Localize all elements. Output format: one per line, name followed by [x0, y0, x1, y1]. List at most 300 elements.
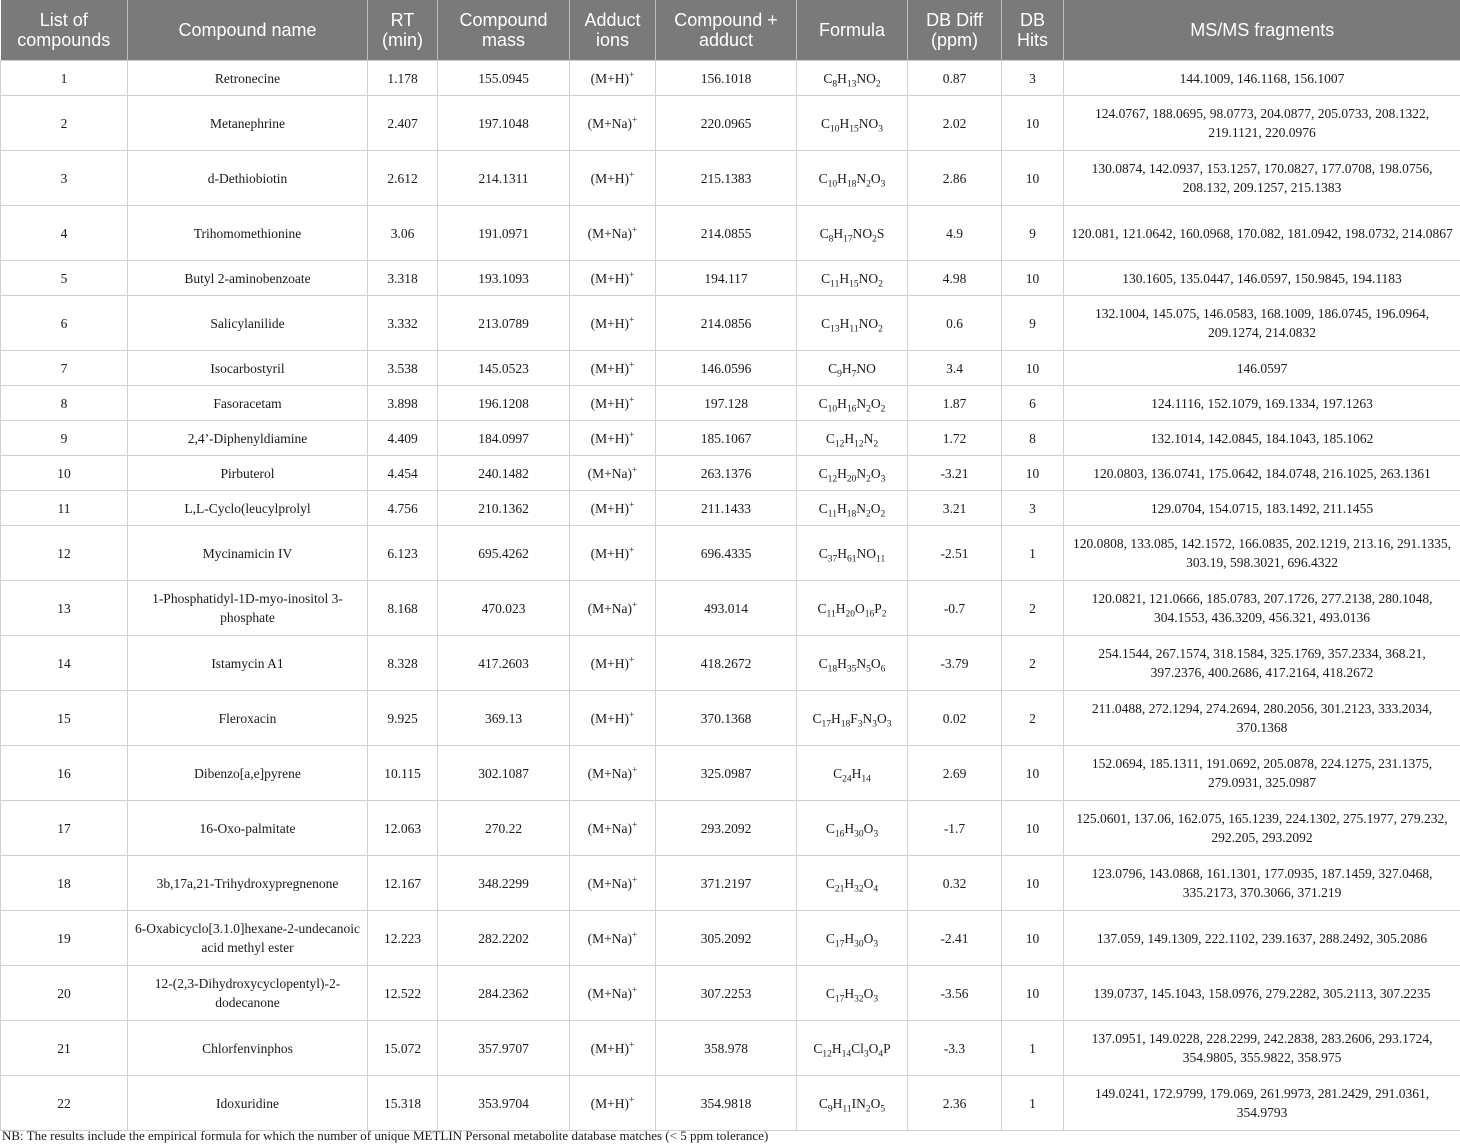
cell-db-diff: 1.87: [908, 386, 1002, 421]
cell-compound-name: Istamycin A1: [128, 636, 368, 691]
table-row: [1, 911, 1460, 966]
formula-element: O: [870, 655, 881, 671]
adduct-charge: +: [629, 270, 635, 280]
cell-adduct-ion: [570, 526, 656, 581]
header-compound-mass: Compound mass: [438, 0, 570, 61]
table-row: [1, 206, 1460, 261]
formula-element: NO: [856, 545, 877, 561]
cell-rt: 4.454: [368, 456, 438, 491]
formula-subscript: 2: [881, 609, 887, 620]
formula-element: O: [863, 875, 874, 891]
adduct-charge: +: [629, 170, 635, 180]
formula-element: N: [856, 500, 866, 516]
formula-subscript: 2: [866, 179, 871, 190]
cell-compound-plus-adduct: 215.1383: [656, 151, 797, 206]
cell-db-hits: 8: [1002, 421, 1064, 456]
formula-subscript: 9: [837, 369, 842, 380]
cell-formula: [797, 386, 908, 421]
formula-element: H: [844, 930, 855, 946]
cell-msms-fragments: 130.1605, 135.0447, 146.0597, 150.9845, 194.1183: [1064, 261, 1460, 296]
formula-subscript: 2: [865, 1104, 871, 1115]
adduct-charge: +: [632, 985, 638, 995]
cell-formula: [797, 911, 908, 966]
formula-element: H: [844, 875, 855, 891]
formula-subscript: 18: [846, 179, 857, 190]
cell-compound-mass: 210.1362: [438, 491, 570, 526]
formula-subscript: 8: [832, 79, 838, 90]
formula-element: O: [870, 395, 881, 411]
cell-list-number: 17: [1, 801, 128, 856]
cell-list-number: 20: [1, 966, 128, 1021]
cell-list-number: 6: [1, 296, 128, 351]
cell-formula: [797, 526, 908, 581]
adduct-charge: +: [629, 70, 635, 80]
formula-subscript: 11: [830, 279, 840, 290]
cell-formula: [797, 966, 908, 1021]
formula-element: H: [839, 315, 850, 331]
cell-adduct-ion: [570, 911, 656, 966]
formula-subscript: 35: [846, 664, 857, 675]
adduct-charge: +: [629, 1040, 635, 1050]
cell-formula: [797, 856, 908, 911]
cell-rt: 10.115: [368, 746, 438, 801]
cell-db-hits: 10: [1002, 151, 1064, 206]
cell-compound-mass: 270.22: [438, 801, 570, 856]
formula-element: H: [831, 1040, 842, 1056]
cell-compound-mass: 155.0945: [438, 61, 570, 96]
formula-element: C: [825, 820, 835, 836]
cell-db-diff: -3.79: [908, 636, 1002, 691]
cell-compound-plus-adduct: 156.1018: [656, 61, 797, 96]
formula-element: C: [825, 985, 835, 1001]
cell-db-hits: 9: [1002, 296, 1064, 351]
table-row: [1, 1021, 1460, 1076]
cell-db-hits: 1: [1002, 1076, 1064, 1131]
cell-rt: 1.178: [368, 61, 438, 96]
formula-subscript: 2: [865, 509, 871, 520]
formula-subscript: 16: [864, 609, 875, 620]
cell-compound-name: 3b,17a,21-Trihydroxypregnenone: [128, 856, 368, 911]
formula-subscript: 3: [878, 124, 883, 135]
cell-compound-plus-adduct: 220.0965: [656, 96, 797, 151]
formula-element: H: [835, 600, 846, 616]
cell-db-diff: 4.9: [908, 206, 1002, 261]
formula-element: C: [820, 115, 830, 131]
header-rt: RT (min): [368, 0, 438, 61]
cell-adduct-ion: [570, 386, 656, 421]
table-row: [1, 261, 1460, 296]
cell-rt: 9.925: [368, 691, 438, 746]
cell-compound-plus-adduct: 214.0855: [656, 206, 797, 261]
cell-msms-fragments: 137.059, 149.1309, 222.1102, 239.1637, 288.2492, 305.2086: [1064, 911, 1460, 966]
cell-msms-fragments: 120.081, 121.0642, 160.0968, 170.082, 181.0942, 198.0732, 214.0867: [1064, 206, 1460, 261]
cell-adduct-ion: [570, 261, 656, 296]
table-row: [1, 801, 1460, 856]
cell-msms-fragments: 120.0803, 136.0741, 175.0642, 184.0748, 216.1025, 263.1361: [1064, 456, 1460, 491]
adduct-text: (M+Na): [587, 820, 632, 836]
cell-db-hits: 10: [1002, 96, 1064, 151]
cell-compound-mass: 284.2362: [438, 966, 570, 1021]
formula-subscript: 2: [878, 324, 883, 335]
cell-db-diff: 2.69: [908, 746, 1002, 801]
formula-element: H: [851, 765, 862, 781]
formula-subscript: 2: [880, 509, 886, 520]
formula-subscript: 13: [846, 79, 857, 90]
cell-list-number: 9: [1, 421, 128, 456]
cell-list-number: 21: [1, 1021, 128, 1076]
adduct-text: (M+H): [590, 545, 629, 561]
formula-subscript: 16: [834, 829, 845, 840]
adduct-charge: +: [632, 600, 638, 610]
adduct-text: (M+H): [590, 360, 629, 376]
cell-adduct-ion: [570, 296, 656, 351]
cell-rt: 8.328: [368, 636, 438, 691]
cell-compound-plus-adduct: 307.2253: [656, 966, 797, 1021]
cell-compound-mass: 197.1048: [438, 96, 570, 151]
formula-subscript: 3: [863, 1049, 869, 1060]
cell-compound-plus-adduct: 325.0987: [656, 746, 797, 801]
formula-element: O: [868, 1040, 879, 1056]
adduct-charge: +: [632, 765, 638, 775]
formula-subscript: 4: [873, 884, 879, 895]
adduct-charge: +: [629, 545, 635, 555]
formula-subscript: 2: [875, 79, 881, 90]
formula-subscript: 15: [849, 124, 859, 135]
formula-subscript: 18: [840, 719, 851, 730]
header-adduct-ions: Adduct ions: [570, 0, 656, 61]
cell-rt: 15.318: [368, 1076, 438, 1131]
cell-list-number: 18: [1, 856, 128, 911]
cell-db-diff: -2.41: [908, 911, 1002, 966]
table-row: [1, 856, 1460, 911]
formula-subscript: 9: [827, 1104, 833, 1115]
table-row: [1, 491, 1460, 526]
formula-element: H: [837, 395, 847, 411]
adduct-text: (M+Na): [587, 600, 632, 616]
adduct-charge: +: [632, 465, 638, 475]
cell-formula: [797, 1076, 908, 1131]
formula-element: Cl: [851, 1040, 864, 1056]
formula-subscript: 16: [846, 404, 857, 415]
formula-element: C: [817, 600, 827, 616]
formula-subscript: 2: [880, 404, 886, 415]
cell-adduct-ion: [570, 966, 656, 1021]
cell-list-number: 15: [1, 691, 128, 746]
cell-compound-mass: 348.2299: [438, 856, 570, 911]
cell-rt: 12.522: [368, 966, 438, 1021]
formula-subscript: 17: [821, 719, 831, 730]
table-row: [1, 966, 1460, 1021]
formula-element: C: [812, 710, 822, 726]
formula-element: P: [874, 600, 882, 616]
adduct-text: (M+Na): [587, 115, 632, 131]
cell-adduct-ion: [570, 691, 656, 746]
cell-adduct-ion: [570, 96, 656, 151]
formula-subscript: 5: [866, 664, 871, 675]
cell-compound-name: Fleroxacin: [128, 691, 368, 746]
cell-formula: [797, 456, 908, 491]
adduct-text: (M+H): [590, 500, 629, 516]
cell-compound-mass: 369.13: [438, 691, 570, 746]
cell-msms-fragments: 120.0808, 133.085, 142.1572, 166.0835, 202.1219, 213.16, 291.1335, 303.19, 598.3021, 696.4322: [1064, 526, 1460, 581]
formula-subscript: 12: [827, 474, 838, 485]
formula-element: C: [818, 545, 828, 561]
cell-formula: [797, 151, 908, 206]
cell-msms-fragments: 129.0704, 154.0715, 183.1492, 211.1455: [1064, 491, 1460, 526]
formula-subscript: 18: [846, 509, 857, 520]
cell-compound-name: Butyl 2-aminobenzoate: [128, 261, 368, 296]
cell-compound-name: Trihomomethionine: [128, 206, 368, 261]
cell-formula: [797, 636, 908, 691]
formula-subscript: 17: [843, 234, 853, 245]
formula-element: IN: [851, 1095, 866, 1111]
cell-rt: 12.063: [368, 801, 438, 856]
cell-adduct-ion: [570, 636, 656, 691]
cell-db-diff: 3.4: [908, 351, 1002, 386]
cell-formula: [797, 1021, 908, 1076]
cell-formula: [797, 581, 908, 636]
adduct-charge: +: [629, 655, 635, 665]
formula-element: O: [863, 820, 874, 836]
cell-list-number: 4: [1, 206, 128, 261]
cell-compound-name: Idoxuridine: [128, 1076, 368, 1131]
cell-db-diff: 0.02: [908, 691, 1002, 746]
formula-subscript: 8: [828, 234, 834, 245]
cell-compound-name: 2,4’-Diphenyldiamine: [128, 421, 368, 456]
formula-element: O: [863, 985, 874, 1001]
cell-db-hits: 1: [1002, 526, 1064, 581]
cell-msms-fragments: 137.0951, 149.0228, 228.2299, 242.2838, 283.2606, 293.1724, 354.9805, 355.9822, 358.975: [1064, 1021, 1460, 1076]
formula-element: NO: [852, 225, 873, 241]
formula-subscript: 30: [854, 939, 864, 950]
cell-list-number: 19: [1, 911, 128, 966]
formula-element: N: [856, 395, 867, 411]
cell-adduct-ion: [570, 746, 656, 801]
formula-subscript: 6: [880, 664, 886, 675]
formula-element: H: [836, 500, 847, 516]
formula-subscript: 2: [872, 234, 877, 245]
cell-db-hits: 10: [1002, 261, 1064, 296]
cell-db-diff: -0.7: [908, 581, 1002, 636]
cell-compound-mass: 470.023: [438, 581, 570, 636]
cell-db-diff: 0.32: [908, 856, 1002, 911]
formula-element: O: [870, 500, 881, 516]
header-list-of-compounds: List of compounds: [1, 0, 128, 61]
header-formula: Formula: [797, 0, 908, 61]
formula-subscript: 4: [878, 1049, 884, 1060]
formula-subscript: 10: [830, 124, 840, 135]
cell-db-hits: 1: [1002, 1021, 1064, 1076]
adduct-charge: +: [629, 500, 635, 510]
cell-formula: [797, 96, 908, 151]
adduct-text: (M+Na): [587, 985, 632, 1001]
formula-subscript: 21: [834, 884, 845, 895]
cell-compound-mass: 193.1093: [438, 261, 570, 296]
cell-rt: 2.612: [368, 151, 438, 206]
adduct-charge: +: [629, 360, 635, 370]
formula-subscript: 3: [873, 829, 879, 840]
formula-element: H: [839, 115, 850, 131]
formula-subscript: 3: [886, 719, 892, 730]
cell-db-diff: 0.87: [908, 61, 1002, 96]
formula-element: C: [828, 360, 838, 376]
cell-rt: 3.898: [368, 386, 438, 421]
cell-compound-name: Chlorfenvinphos: [128, 1021, 368, 1076]
cell-formula: [797, 491, 908, 526]
formula-subscript: 11: [849, 324, 859, 335]
formula-subscript: 11: [827, 509, 837, 520]
adduct-text: (M+H): [590, 395, 629, 411]
cell-list-number: 10: [1, 456, 128, 491]
formula-element: NO: [858, 270, 879, 286]
formula-element: C: [818, 655, 828, 671]
cell-rt: 6.123: [368, 526, 438, 581]
cell-msms-fragments: 124.0767, 188.0695, 98.0773, 204.0877, 205.0733, 208.1322, 219.1121, 220.0976: [1064, 96, 1460, 151]
adduct-charge: +: [629, 395, 635, 405]
header-compound-plus-adduct: Compound + adduct: [656, 0, 797, 61]
formula-element: H: [837, 655, 847, 671]
cell-compound-plus-adduct: 214.0856: [656, 296, 797, 351]
cell-compound-name: d-Dethiobiotin: [128, 151, 368, 206]
formula-subscript: 11: [876, 554, 886, 565]
cell-list-number: 3: [1, 151, 128, 206]
formula-subscript: 18: [827, 664, 838, 675]
cell-adduct-ion: [570, 421, 656, 456]
cell-db-diff: 2.86: [908, 151, 1002, 206]
cell-compound-plus-adduct: 358.978: [656, 1021, 797, 1076]
cell-adduct-ion: [570, 581, 656, 636]
formula-element: C: [825, 430, 835, 446]
formula-subscript: 12: [834, 439, 845, 450]
adduct-text: (M+Na): [587, 225, 632, 241]
adduct-charge: +: [632, 115, 638, 125]
cell-compound-name: Metanephrine: [128, 96, 368, 151]
table-row: [1, 96, 1460, 151]
cell-adduct-ion: [570, 1021, 656, 1076]
cell-db-hits: 10: [1002, 456, 1064, 491]
cell-adduct-ion: [570, 801, 656, 856]
formula-subscript: 11: [842, 1104, 852, 1115]
cell-compound-mass: 282.2202: [438, 911, 570, 966]
cell-compound-mass: 240.1482: [438, 456, 570, 491]
adduct-text: (M+H): [590, 70, 629, 86]
cell-compound-name: Dibenzo[a,e]pyrene: [128, 746, 368, 801]
formula-subscript: 14: [861, 774, 871, 785]
adduct-text: (M+Na): [587, 765, 632, 781]
cell-db-hits: 6: [1002, 386, 1064, 421]
table-body: [1, 61, 1460, 1131]
formula-element: H: [839, 270, 850, 286]
formula-subscript: 3: [880, 474, 886, 485]
cell-db-diff: 2.02: [908, 96, 1002, 151]
formula-subscript: 2: [873, 439, 879, 450]
cell-db-diff: -3.3: [908, 1021, 1002, 1076]
cell-adduct-ion: [570, 151, 656, 206]
formula-subscript: 12: [854, 439, 864, 450]
cell-compound-name: L,L-Cyclo(leucylprolyl: [128, 491, 368, 526]
formula-element: C: [818, 465, 828, 481]
cell-compound-mass: 213.0789: [438, 296, 570, 351]
cell-msms-fragments: 130.0874, 142.0937, 153.1257, 170.0827, 177.0708, 198.0756, 208.132, 209.1257, 215.1383: [1064, 151, 1460, 206]
cell-msms-fragments: 139.0737, 145.1043, 158.0976, 279.2282, 305.2113, 307.2235: [1064, 966, 1460, 1021]
cell-list-number: 7: [1, 351, 128, 386]
formula-subscript: 24: [842, 774, 852, 785]
formula-element: NO: [858, 315, 879, 331]
formula-element: H: [831, 710, 841, 726]
cell-db-diff: 4.98: [908, 261, 1002, 296]
cell-compound-mass: 695.4262: [438, 526, 570, 581]
cell-compound-plus-adduct: 354.9818: [656, 1076, 797, 1131]
formula-element: C: [821, 315, 831, 331]
cell-compound-name: 6-Oxabicyclo[3.1.0]hexane-2-undecanoic acid methyl ester: [128, 911, 368, 966]
formula-subscript: 3: [880, 179, 886, 190]
cell-compound-plus-adduct: 370.1368: [656, 691, 797, 746]
cell-compound-mass: 191.0971: [438, 206, 570, 261]
cell-adduct-ion: [570, 351, 656, 386]
table-row: [1, 421, 1460, 456]
cell-compound-plus-adduct: 371.2197: [656, 856, 797, 911]
cell-compound-mass: 184.0997: [438, 421, 570, 456]
formula-element: O: [877, 710, 887, 726]
cell-compound-mass: 417.2603: [438, 636, 570, 691]
formula-element: O: [863, 930, 874, 946]
table-row: [1, 1076, 1460, 1131]
formula-element: H: [837, 465, 847, 481]
adduct-text: (M+H): [590, 1095, 629, 1111]
adduct-text: (M+H): [590, 710, 629, 726]
cell-compound-plus-adduct: 185.1067: [656, 421, 797, 456]
formula-subscript: 10: [827, 404, 838, 415]
cell-rt: 8.168: [368, 581, 438, 636]
formula-element: NO: [858, 115, 879, 131]
cell-msms-fragments: 146.0597: [1064, 351, 1460, 386]
formula-element: O: [854, 600, 865, 616]
header-db-diff: DB Diff (ppm): [908, 0, 1002, 61]
cell-compound-name: Salicylanilide: [128, 296, 368, 351]
cell-formula: [797, 261, 908, 296]
formula-subscript: 10: [827, 179, 838, 190]
cell-msms-fragments: 254.1544, 267.1574, 318.1584, 325.1769, 357.2334, 368.21, 397.2376, 400.2686, 417.2164, 418.2672: [1064, 636, 1460, 691]
cell-compound-plus-adduct: 194.117: [656, 261, 797, 296]
formula-subscript: 3: [872, 719, 878, 730]
cell-db-hits: 2: [1002, 691, 1064, 746]
cell-db-hits: 9: [1002, 206, 1064, 261]
cell-compound-plus-adduct: 197.128: [656, 386, 797, 421]
cell-db-hits: 2: [1002, 636, 1064, 691]
cell-compound-plus-adduct: 305.2092: [656, 911, 797, 966]
cell-adduct-ion: [570, 456, 656, 491]
cell-db-diff: -3.21: [908, 456, 1002, 491]
formula-element: C: [825, 875, 835, 891]
cell-compound-mass: 302.1087: [438, 746, 570, 801]
table-row: [1, 296, 1460, 351]
formula-subscript: 3: [873, 939, 879, 950]
formula-element: C: [823, 70, 833, 86]
formula-element: O: [870, 465, 881, 481]
formula-subscript: 20: [845, 609, 855, 620]
cell-msms-fragments: 120.0821, 121.0666, 185.0783, 207.1726, 277.2138, 280.1048, 304.1553, 436.3209, 456.321, 493.0136: [1064, 581, 1460, 636]
formula-element: NO: [856, 360, 876, 376]
cell-rt: 2.407: [368, 96, 438, 151]
cell-list-number: 14: [1, 636, 128, 691]
formula-element: H: [833, 225, 844, 241]
cell-db-hits: 3: [1002, 491, 1064, 526]
table-row: [1, 386, 1460, 421]
formula-element: S: [876, 225, 885, 241]
formula-subscript: 3: [857, 719, 863, 730]
formula-element: N: [856, 170, 867, 186]
cell-compound-plus-adduct: 293.2092: [656, 801, 797, 856]
